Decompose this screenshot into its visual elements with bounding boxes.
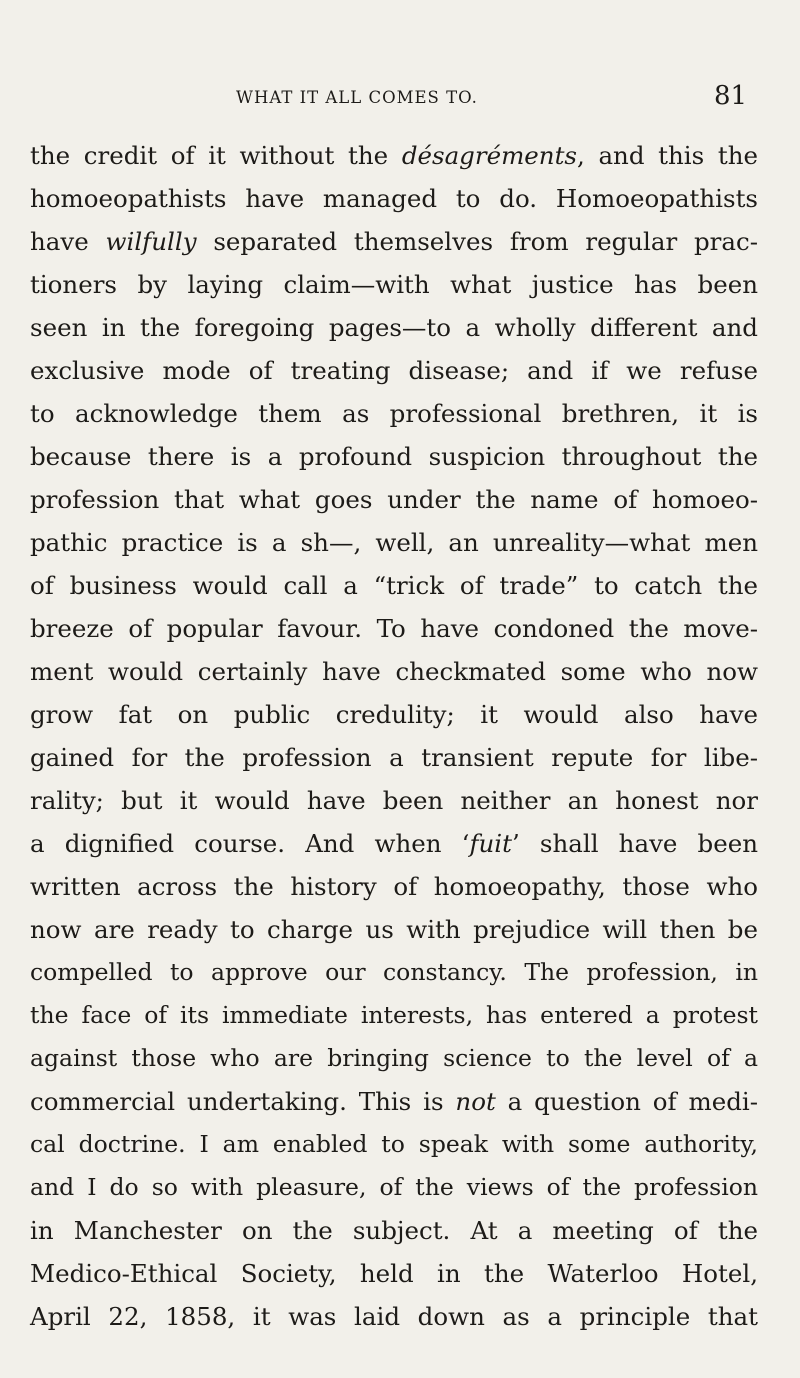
text-line: cal doctrine. I am enabled to speak with some authority, bbox=[30, 1130, 758, 1158]
text-line: April 22, 1858, it was laid down as a principle that bbox=[30, 1302, 758, 1331]
text-line: have wilfully separated themselves from regular prac- bbox=[30, 227, 758, 256]
text-line: profession that what goes under the name of homoeo- bbox=[30, 485, 758, 514]
text-line: seen in the foregoing pages—to a wholly different and bbox=[30, 313, 758, 342]
text-line: compelled to approve our constancy. The profession, in bbox=[30, 958, 758, 986]
text-line: in Manchester on the subject. At a meeting of the bbox=[30, 1216, 758, 1245]
body-text bbox=[30, 134, 758, 1338]
text-line: commercial undertaking. This is not a question of medi- bbox=[30, 1087, 758, 1116]
text-line: breeze of popular favour. To have condoned the move- bbox=[30, 614, 758, 643]
text-line: pathic practice is a sh—, well, an unreality—what men bbox=[30, 528, 758, 557]
text-line: against those who are bringing science to the level of a bbox=[30, 1044, 758, 1072]
text-line: exclusive mode of treating disease; and if we refuse bbox=[30, 356, 758, 385]
text-line: grow fat on public credulity; it would also have bbox=[30, 700, 758, 729]
text-line: the credit of it without the désagréments, and this the bbox=[30, 141, 758, 170]
text-line: a dignified course. And when ‘fuit’ shall have been bbox=[30, 829, 759, 858]
text-line: to acknowledge them as professional brethren, it is bbox=[30, 399, 758, 428]
text-line: Medico-Ethical Society, held in the Waterloo Hotel, bbox=[30, 1259, 758, 1288]
text-line: written across the history of homoeopathy, those who bbox=[30, 872, 758, 901]
running-head: WHAT IT ALL COMES TO. bbox=[236, 88, 478, 107]
text-line: homoeopathists have managed to do. Homoeopathists bbox=[30, 184, 758, 213]
text-line: now are ready to charge us with prejudice will then be bbox=[30, 915, 758, 944]
text-line: ment would certainly have checkmated some who now bbox=[30, 657, 758, 686]
text-line: because there is a profound suspicion throughout the bbox=[30, 442, 758, 471]
page-number: 81 bbox=[714, 81, 748, 111]
text-line: of business would call a “trick of trade” to catch the bbox=[30, 571, 758, 600]
text-line: rality; but it would have been neither an honest nor bbox=[30, 786, 758, 815]
text-line: the face of its immediate interests, has entered a protest bbox=[30, 1001, 758, 1029]
text-line: and I do so with pleasure, of the views of the profession bbox=[30, 1173, 758, 1201]
text-line: gained for the profession a transient repute for libe- bbox=[30, 743, 758, 772]
text-line: tioners by laying claim—with what justice has been bbox=[30, 270, 758, 299]
